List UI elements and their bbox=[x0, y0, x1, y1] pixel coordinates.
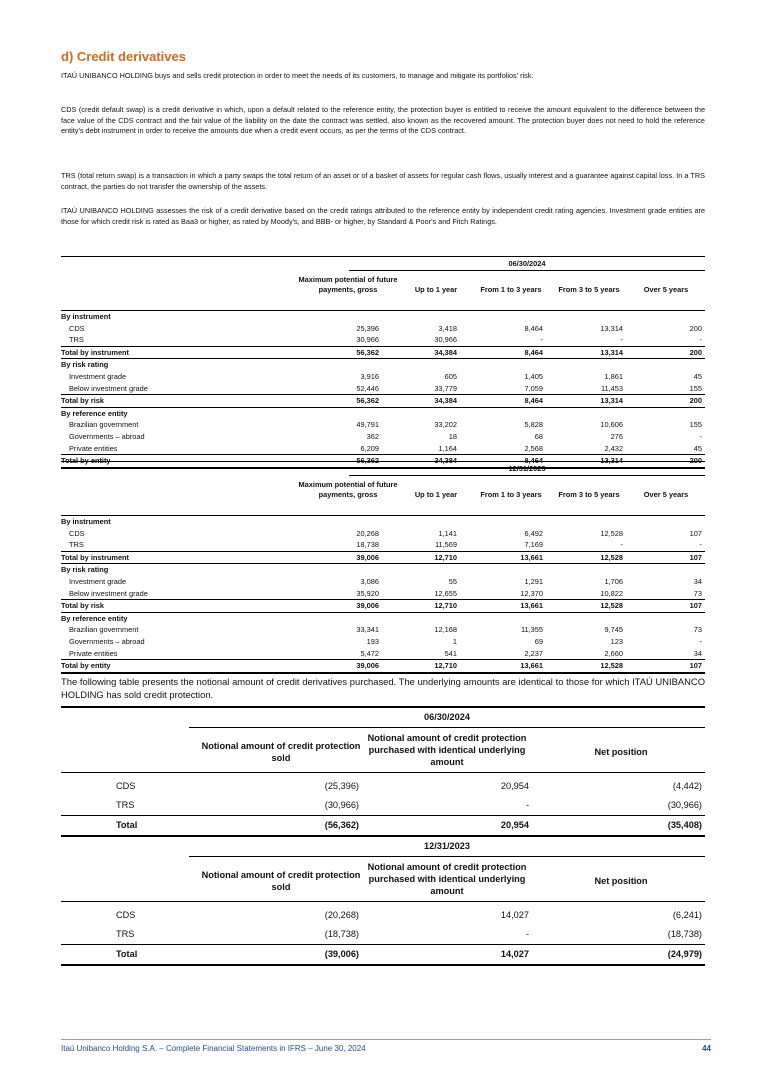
col-protection-sold: Notional amount of credit protection sold bbox=[201, 870, 361, 892]
cell-value: 30,966 bbox=[434, 335, 457, 345]
cell-value: 12,710 bbox=[434, 552, 457, 562]
notional-table-2023 bbox=[61, 835, 705, 966]
cell-value: 39,006 bbox=[356, 661, 379, 671]
cell-value: 35,920 bbox=[356, 588, 379, 598]
row-label: By instrument bbox=[61, 517, 111, 526]
cell-value: 73 bbox=[693, 625, 702, 635]
table-row bbox=[61, 539, 705, 551]
cell-value: 107 bbox=[689, 528, 702, 538]
cell-value: 73 bbox=[693, 588, 702, 598]
cell-value: 2,660 bbox=[604, 648, 623, 658]
row-label: TRS bbox=[69, 540, 84, 550]
table-row bbox=[61, 334, 705, 346]
table-row bbox=[61, 383, 705, 395]
row-label: Brazilian government bbox=[69, 625, 139, 635]
cell-value: 107 bbox=[689, 661, 702, 671]
cell-value: 1,141 bbox=[438, 528, 457, 538]
table-row: TRS (18,738) - (18,738) bbox=[116, 929, 702, 939]
cell-value: 56,362 bbox=[356, 347, 379, 357]
notional-date: 12/31/2023 bbox=[189, 841, 705, 857]
cell-value: 13,314 bbox=[600, 347, 623, 357]
cell-value: 8,464 bbox=[524, 323, 543, 333]
cell-value: 2,237 bbox=[524, 648, 543, 658]
row-label: CDS bbox=[69, 528, 85, 538]
table-row bbox=[61, 419, 705, 431]
cell-value: 12,528 bbox=[600, 601, 623, 611]
cell-value: 7,169 bbox=[524, 540, 543, 550]
cell-value: 33,341 bbox=[356, 625, 379, 635]
cell-value: 155 bbox=[689, 420, 702, 430]
table-row: CDS (20,268) 14,027 (6,241) bbox=[116, 910, 702, 920]
total-row bbox=[61, 551, 705, 565]
cell-value: 25,396 bbox=[356, 323, 379, 333]
cell-value: 1 bbox=[452, 636, 457, 646]
row-label: Below investment grade bbox=[69, 588, 148, 598]
cell-value: 2,432 bbox=[604, 443, 623, 453]
cell-value: 39,006 bbox=[356, 601, 379, 611]
row-label: By instrument bbox=[61, 312, 111, 321]
table-row bbox=[61, 588, 705, 600]
notional-table-2024 bbox=[61, 706, 705, 837]
cell-value: 107 bbox=[689, 552, 702, 562]
row-label: Private entities bbox=[69, 648, 118, 658]
cell-value: 9,745 bbox=[604, 625, 623, 635]
column-headers bbox=[61, 270, 705, 311]
row-label: By risk rating bbox=[61, 360, 109, 370]
col-protection-purchased: Notional amount of credit protection purchased with identical underlying amount bbox=[367, 733, 527, 767]
col-protection-sold: Notional amount of credit protection sold bbox=[201, 741, 361, 763]
cell-value: 20,268 bbox=[356, 528, 379, 538]
total-row bbox=[61, 599, 705, 613]
cell-value: 6,209 bbox=[360, 443, 379, 453]
cell-value: - bbox=[699, 431, 702, 441]
table-row bbox=[61, 636, 705, 648]
cell-value: 107 bbox=[689, 601, 702, 611]
col-3-to-5-years: From 3 to 5 years bbox=[558, 490, 620, 499]
col-3-to-5-years: From 3 to 5 years bbox=[558, 285, 620, 294]
total-row: Total (39,006) 14,027 (24,979) bbox=[61, 944, 705, 966]
section-row bbox=[61, 359, 705, 371]
row-label: Investment grade bbox=[69, 576, 127, 586]
table-row: CDS (25,396) 20,954 (4,442) bbox=[116, 781, 702, 791]
credit-derivatives-table-2023 bbox=[61, 461, 705, 674]
total-row bbox=[61, 346, 705, 360]
page-footer bbox=[61, 1039, 711, 1053]
row-label: Governments – abroad bbox=[69, 636, 145, 646]
section-row bbox=[61, 516, 705, 528]
cell-value: 12,370 bbox=[520, 588, 543, 598]
cell-value: 12,655 bbox=[434, 588, 457, 598]
col-over-5-years: Over 5 years bbox=[643, 490, 689, 499]
cell-value: 3,916 bbox=[360, 371, 379, 381]
cell-value: 45 bbox=[693, 443, 702, 453]
cell-value: 10,606 bbox=[600, 420, 623, 430]
section-row bbox=[61, 311, 705, 323]
cell-value: 2,568 bbox=[524, 443, 543, 453]
table-row bbox=[61, 528, 705, 540]
cell-value: 1,405 bbox=[524, 371, 543, 381]
cell-value: 11,569 bbox=[434, 540, 457, 550]
cell-value: 18,738 bbox=[356, 540, 379, 550]
col-max-potential: Maximum potential of future payments, gross bbox=[298, 275, 398, 294]
table-date: 06/30/2024 bbox=[349, 259, 705, 271]
cell-value: 69 bbox=[534, 636, 543, 646]
col-net-position: Net position bbox=[594, 747, 648, 757]
cell-value: 55 bbox=[448, 576, 457, 586]
row-label: Governments – abroad bbox=[69, 431, 145, 441]
cell-value: - bbox=[699, 636, 702, 646]
page-number: 44 bbox=[702, 1044, 711, 1053]
cell-value: 123 bbox=[610, 636, 623, 646]
cell-value: 13,661 bbox=[520, 601, 543, 611]
cell-value: 12,528 bbox=[600, 528, 623, 538]
cell-value: - bbox=[620, 335, 623, 345]
paragraph-trs: TRS (total return swap) is a transaction in which a party swaps the total return of an asset or of a basket of assets for regular cash flows, usually interest and a guarantee against capital loss. In a TRS contract, the parties do not transfer the ownership of the assets. bbox=[61, 171, 705, 191]
cell-value: - bbox=[620, 540, 623, 550]
row-label: Brazilian government bbox=[69, 420, 139, 430]
footer-text: Itaú Unibanco Holding S.A. – Complete Financial Statements in IFRS – June 30, 2024 bbox=[61, 1044, 366, 1053]
cell-value: 3,086 bbox=[360, 576, 379, 586]
cell-value: 33,202 bbox=[434, 420, 457, 430]
cell-value: 1,291 bbox=[524, 576, 543, 586]
table-row bbox=[61, 323, 705, 335]
row-label: By risk rating bbox=[61, 565, 109, 575]
cell-value: 34 bbox=[693, 648, 702, 658]
cell-value: 13,314 bbox=[600, 456, 623, 466]
row-label: Total by instrument bbox=[61, 347, 130, 357]
col-over-5-years: Over 5 years bbox=[643, 285, 689, 294]
row-label: TRS bbox=[69, 335, 84, 345]
total-row bbox=[61, 659, 705, 674]
cell-value: 34,384 bbox=[434, 347, 457, 357]
table-row: TRS (30,966) - (30,966) bbox=[116, 800, 702, 810]
cell-value: 1,861 bbox=[604, 371, 623, 381]
col-max-potential: Maximum potential of future payments, gross bbox=[298, 480, 398, 499]
table-row bbox=[61, 624, 705, 636]
col-1-to-3-years: From 1 to 3 years bbox=[480, 285, 542, 294]
total-row bbox=[61, 394, 705, 408]
cell-value: 155 bbox=[689, 383, 702, 393]
cell-value: 8,464 bbox=[524, 347, 543, 357]
cell-value: 276 bbox=[610, 431, 623, 441]
row-label: Below investment grade bbox=[69, 383, 148, 393]
table-row bbox=[61, 576, 705, 588]
cell-value: 39,006 bbox=[356, 552, 379, 562]
cell-value: 1,164 bbox=[438, 443, 457, 453]
cell-value: 12,710 bbox=[434, 661, 457, 671]
cell-value: 200 bbox=[689, 396, 702, 406]
cell-value: 52,446 bbox=[356, 383, 379, 393]
cell-value: - bbox=[540, 335, 543, 345]
cell-value: 6,492 bbox=[524, 528, 543, 538]
col-up-to-1-year: Up to 1 year bbox=[414, 285, 458, 294]
cell-value: 18 bbox=[448, 431, 457, 441]
section-row bbox=[61, 564, 705, 576]
cell-value: 1,706 bbox=[604, 576, 623, 586]
cell-value: 34,384 bbox=[434, 456, 457, 466]
cell-value: 56,362 bbox=[356, 396, 379, 406]
cell-value: 34,384 bbox=[434, 396, 457, 406]
column-headers bbox=[61, 475, 705, 516]
row-label: Total by entity bbox=[61, 661, 111, 671]
cell-value: 12,528 bbox=[600, 552, 623, 562]
col-protection-purchased: Notional amount of credit protection purchased with identical underlying amount bbox=[367, 862, 527, 896]
cell-value: 200 bbox=[689, 323, 702, 333]
cell-value: 34 bbox=[693, 576, 702, 586]
total-row: Total (56,362) 20,954 (35,408) bbox=[61, 815, 705, 837]
cell-value: 13,314 bbox=[600, 323, 623, 333]
cell-value: 13,314 bbox=[600, 396, 623, 406]
cell-value: 49,791 bbox=[356, 420, 379, 430]
row-label: Total by risk bbox=[61, 601, 104, 611]
notional-intro: The following table presents the notional amount of credit derivatives purchased. The underlying amounts are identical to those for which ITAÚ UNIBANCO HOLDING has sold credit protection. bbox=[61, 676, 705, 700]
cell-value: 13,661 bbox=[520, 661, 543, 671]
cell-value: 10,822 bbox=[600, 588, 623, 598]
table-row bbox=[61, 648, 705, 660]
cell-value: 3,418 bbox=[438, 323, 457, 333]
col-up-to-1-year: Up to 1 year bbox=[414, 490, 458, 499]
credit-derivatives-table-2024 bbox=[61, 256, 705, 469]
cell-value: 12,528 bbox=[600, 661, 623, 671]
row-label: Private entities bbox=[69, 443, 118, 453]
cell-value: 13,661 bbox=[520, 552, 543, 562]
cell-value: 33,779 bbox=[434, 383, 457, 393]
row-label: Investment grade bbox=[69, 371, 127, 381]
section-row bbox=[61, 408, 705, 420]
cell-value: - bbox=[699, 335, 702, 345]
table-row bbox=[61, 443, 705, 455]
cell-value: 68 bbox=[534, 431, 543, 441]
cell-value: 56,362 bbox=[356, 456, 379, 466]
row-label: Total by entity bbox=[61, 456, 111, 466]
row-label: By reference entity bbox=[61, 408, 128, 418]
cell-value: 7,059 bbox=[524, 383, 543, 393]
table-row bbox=[61, 431, 705, 443]
cell-value: 605 bbox=[444, 371, 457, 381]
cell-value: 30,966 bbox=[356, 335, 379, 345]
cell-value: 12,710 bbox=[434, 601, 457, 611]
paragraph-intro: ITAÚ UNIBANCO HOLDING buys and sells credit protection in order to meet the needs of its customers, to manage and mitigate its portfolios' risk. bbox=[61, 71, 534, 80]
cell-value: - bbox=[699, 540, 702, 550]
cell-value: 8,464 bbox=[524, 456, 543, 466]
cell-value: 12,168 bbox=[434, 625, 457, 635]
row-label: Total by risk bbox=[61, 396, 104, 406]
section-row bbox=[61, 613, 705, 625]
row-label: CDS bbox=[69, 323, 85, 333]
cell-value: 11,453 bbox=[600, 383, 623, 393]
cell-value: 5,472 bbox=[360, 648, 379, 658]
cell-value: 200 bbox=[689, 456, 702, 466]
paragraph-cds: CDS (credit default swap) is a credit derivative in which, upon a default related to the reference entity, the protection buyer is entitled to receive the amount equivalent to the difference between the face value of the CDS contract and the fair value of the liability on the date the contract was settled, also known as the recovered amount. The protection buyer does not need to hold the reference entity's debt instrument in order to receive the amounts due when a credit event occurs, as per the terms of the CDS contract. bbox=[61, 105, 705, 135]
col-1-to-3-years: From 1 to 3 years bbox=[480, 490, 542, 499]
cell-value: 200 bbox=[689, 347, 702, 357]
row-label: By reference entity bbox=[61, 613, 128, 623]
cell-value: 193 bbox=[366, 636, 379, 646]
cell-value: 362 bbox=[366, 431, 379, 441]
cell-value: 5,828 bbox=[524, 420, 543, 430]
cell-value: 541 bbox=[444, 648, 457, 658]
table-date: 12/31/2023 bbox=[349, 464, 705, 476]
section-title: d) Credit derivatives bbox=[61, 49, 186, 64]
cell-value: 11,355 bbox=[520, 625, 543, 635]
col-net-position: Net position bbox=[594, 876, 648, 886]
table-row bbox=[61, 371, 705, 383]
row-label: Total by instrument bbox=[61, 552, 130, 562]
cell-value: 45 bbox=[693, 371, 702, 381]
notional-date: 06/30/2024 bbox=[189, 712, 705, 728]
paragraph-rating: ITAÚ UNIBANCO HOLDING assesses the risk of a credit derivative based on the credit ratings attributed to the reference entity by independent credit rating agencies. Investment grade entities are those for which credit risk is rated as Baa3 or higher, as rated by Moody's, and BBB- or higher, by Standard & Poor's and Fitch Ratings. bbox=[61, 206, 705, 226]
cell-value: 8,464 bbox=[524, 396, 543, 406]
